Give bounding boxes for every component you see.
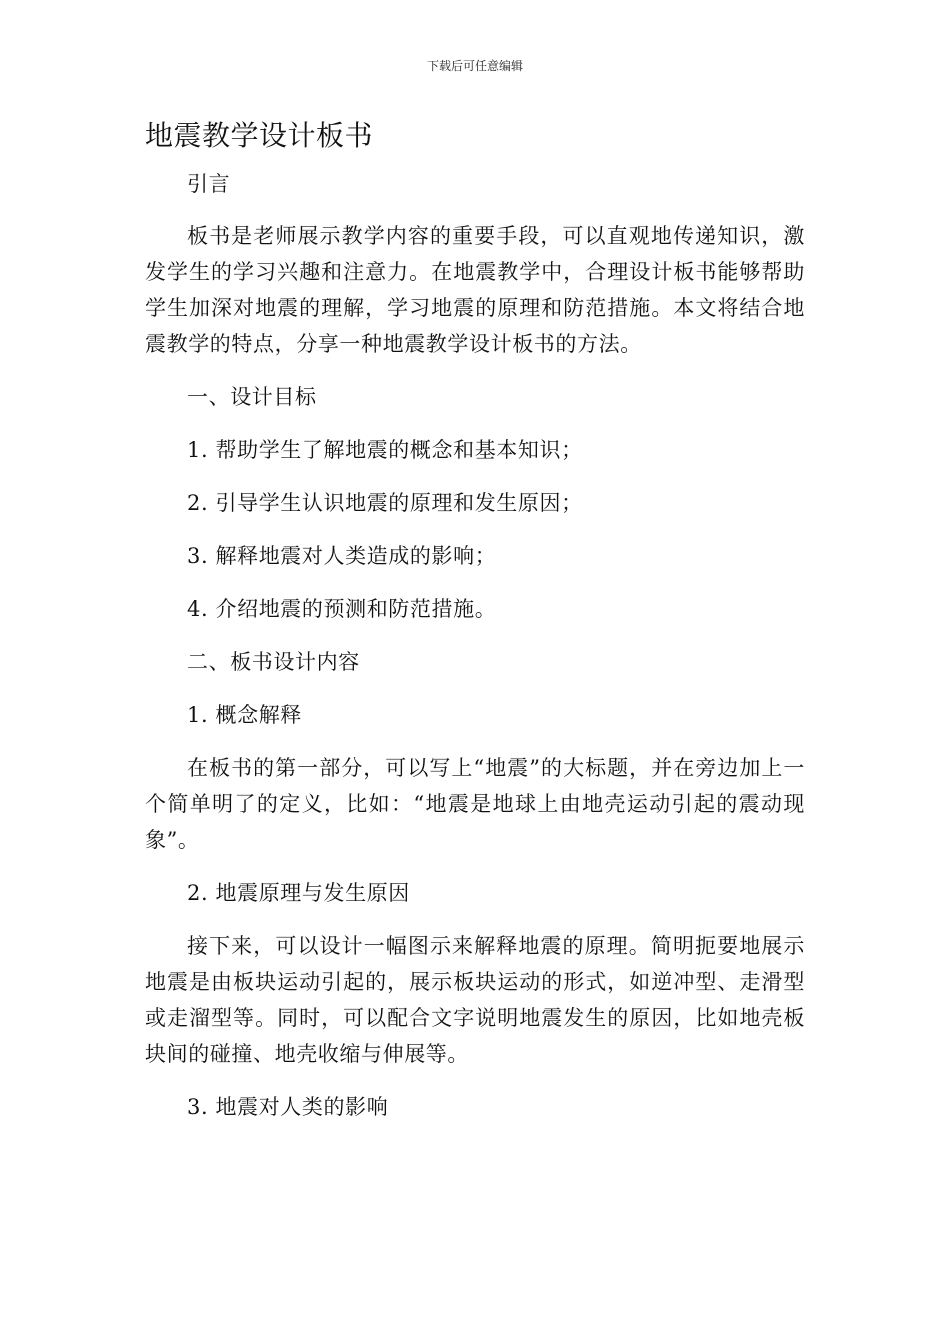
subsection2-heading: 2. 地震原理与发生原因	[187, 881, 410, 905]
subsection1-heading: 1. 概念解释	[187, 703, 302, 727]
subsection3-heading: 3. 地震对人类的影响	[187, 1095, 389, 1119]
document-body	[145, 166, 805, 1125]
subsection1-paragraph: 在板书的第一部分，可以写上“地震”的大标题，并在旁边加上一个简单明了的定义，比如：“地震是地球上由地壳运动引起的震动现象”。	[145, 756, 805, 852]
document-title: 地震教学设计板书	[145, 119, 374, 152]
goal-item-1: 1. 帮助学生了解地震的概念和基本知识；	[187, 438, 583, 462]
goal-item-3: 3. 解释地震对人类造成的影响；	[187, 544, 497, 568]
goal-item-4: 4. 介绍地震的预测和防范措施。	[187, 597, 497, 621]
section1-heading: 一、设计目标	[187, 385, 317, 409]
intro-heading: 引言	[187, 172, 231, 196]
header-note: 下载后可任意编辑	[426, 59, 523, 73]
intro-paragraph: 板书是老师展示教学内容的重要手段，可以直观地传递知识，激发学生的学习兴趣和注意力。在地震教学中，合理设计板书能够帮助学生加深对地震的理解，学习地震的原理和防范措施。本文将结合地震教学的特点，分享一种地震教学设计板书的方法。	[145, 224, 805, 356]
goal-item-2: 2. 引导学生认识地震的原理和发生原因；	[187, 491, 583, 515]
section2-heading: 二、板书设计内容	[187, 650, 360, 674]
subsection2-paragraph: 接下来，可以设计一幅图示来解释地震的原理。简明扼要地展示地震是由板块运动引起的，展示板块运动的形式，如逆冲型、走滑型或走溜型等。同时，可以配合文字说明地震发生的原因，比如地壳板块间的碰撞、地壳收缩与伸展等。	[145, 934, 805, 1066]
